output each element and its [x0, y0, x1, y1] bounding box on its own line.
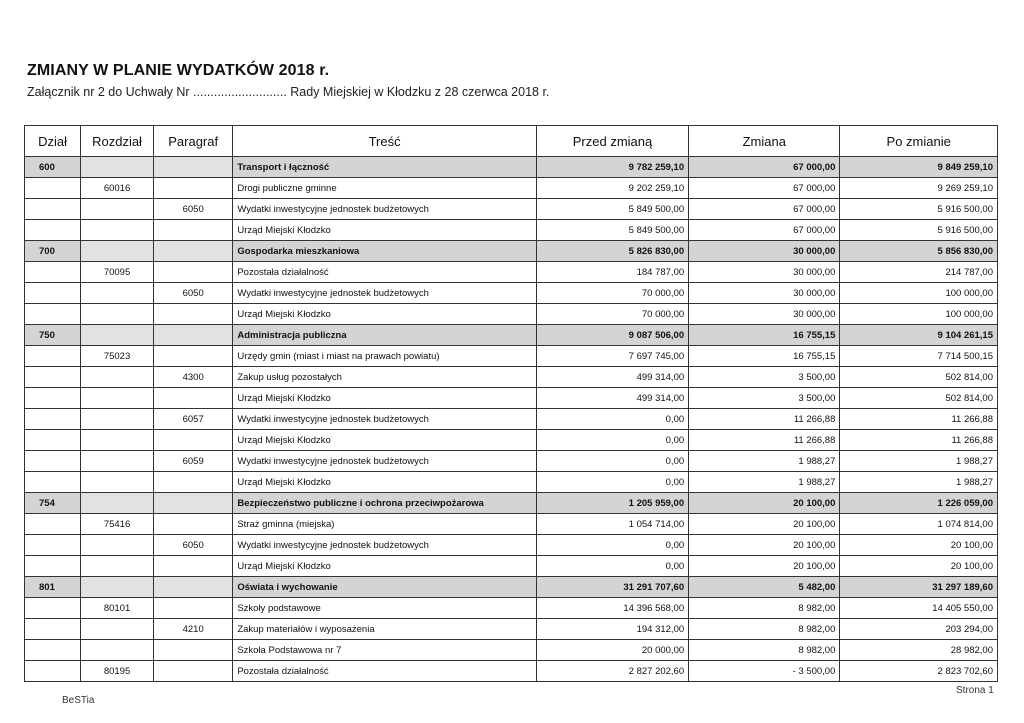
cell-zmiana: 3 500,00	[689, 367, 840, 388]
cell-przed-zmiana: 1 054 714,00	[536, 514, 688, 535]
cell-po-zmianie: 2 823 702,60	[840, 661, 998, 682]
cell-rozdzial	[81, 577, 154, 598]
cell-dzial	[25, 640, 81, 661]
cell-po-zmianie: 1 226 059,00	[840, 493, 998, 514]
cell-rozdzial	[81, 409, 154, 430]
cell-paragraf	[154, 556, 233, 577]
cell-paragraf	[154, 346, 233, 367]
cell-dzial: 700	[25, 241, 81, 262]
cell-tresc: Oświata i wychowanie	[233, 577, 537, 598]
table-row	[25, 661, 998, 682]
cell-przed-zmiana: 0,00	[536, 430, 688, 451]
cell-paragraf: 6050	[154, 199, 233, 220]
cell-dzial	[25, 598, 81, 619]
cell-przed-zmiana: 20 000,00	[536, 640, 688, 661]
cell-przed-zmiana: 0,00	[536, 472, 688, 493]
cell-dzial	[25, 619, 81, 640]
cell-przed-zmiana: 31 291 707,60	[536, 577, 688, 598]
table-row	[25, 178, 998, 199]
cell-przed-zmiana: 14 396 568,00	[536, 598, 688, 619]
cell-tresc: Urząd Miejski Kłodzko	[233, 556, 537, 577]
cell-tresc: Gospodarka mieszkaniowa	[233, 241, 537, 262]
cell-tresc: Administracja publiczna	[233, 325, 537, 346]
cell-przed-zmiana: 70 000,00	[536, 283, 688, 304]
cell-dzial: 801	[25, 577, 81, 598]
cell-rozdzial	[81, 493, 154, 514]
cell-tresc: Urząd Miejski Kłodzko	[233, 430, 537, 451]
cell-rozdzial: 80195	[81, 661, 154, 682]
cell-tresc: Zakup materiałów i wyposażenia	[233, 619, 537, 640]
cell-przed-zmiana: 0,00	[536, 556, 688, 577]
cell-po-zmianie: 1 988,27	[840, 451, 998, 472]
cell-zmiana: 67 000,00	[689, 178, 840, 199]
cell-po-zmianie: 203 294,00	[840, 619, 998, 640]
cell-tresc: Wydatki inwestycyjne jednostek budżetowych	[233, 451, 537, 472]
cell-tresc: Straż gminna (miejska)	[233, 514, 537, 535]
cell-zmiana: 5 482,00	[689, 577, 840, 598]
cell-po-zmianie: 502 814,00	[840, 367, 998, 388]
cell-przed-zmiana: 9 087 506,00	[536, 325, 688, 346]
cell-tresc: Szkoła Podstawowa nr 7	[233, 640, 537, 661]
cell-rozdzial: 70095	[81, 262, 154, 283]
cell-przed-zmiana: 194 312,00	[536, 619, 688, 640]
cell-paragraf	[154, 514, 233, 535]
table-row	[25, 220, 998, 241]
cell-dzial	[25, 220, 81, 241]
cell-tresc: Pozostała działalność	[233, 661, 537, 682]
cell-rozdzial: 60016	[81, 178, 154, 199]
cell-po-zmianie: 502 814,00	[840, 388, 998, 409]
cell-zmiana: 16 755,15	[689, 325, 840, 346]
table-row	[25, 388, 998, 409]
cell-po-zmianie: 9 269 259,10	[840, 178, 998, 199]
cell-zmiana: 67 000,00	[689, 199, 840, 220]
cell-przed-zmiana: 499 314,00	[536, 388, 688, 409]
cell-paragraf	[154, 157, 233, 178]
cell-zmiana: 20 100,00	[689, 514, 840, 535]
cell-rozdzial: 80101	[81, 598, 154, 619]
cell-przed-zmiana: 9 782 259,10	[536, 157, 688, 178]
cell-zmiana: 30 000,00	[689, 304, 840, 325]
footer-page-number: Strona 1	[956, 685, 994, 696]
cell-zmiana: 20 100,00	[689, 535, 840, 556]
cell-rozdzial	[81, 388, 154, 409]
header-dzial: Dział	[25, 126, 81, 157]
cell-rozdzial	[81, 619, 154, 640]
cell-dzial	[25, 346, 81, 367]
cell-po-zmianie: 5 916 500,00	[840, 220, 998, 241]
cell-zmiana: 30 000,00	[689, 241, 840, 262]
cell-zmiana: 8 982,00	[689, 640, 840, 661]
cell-przed-zmiana: 0,00	[536, 409, 688, 430]
cell-tresc: Pozostała działalność	[233, 262, 537, 283]
cell-paragraf	[154, 661, 233, 682]
cell-przed-zmiana: 1 205 959,00	[536, 493, 688, 514]
header-paragraf: Paragraf	[154, 126, 233, 157]
cell-paragraf: 4300	[154, 367, 233, 388]
header-przed-zmiana: Przed zmianą	[536, 126, 688, 157]
table-row	[25, 283, 998, 304]
cell-paragraf	[154, 241, 233, 262]
table-row	[25, 598, 998, 619]
cell-po-zmianie: 31 297 189,60	[840, 577, 998, 598]
cell-dzial	[25, 535, 81, 556]
cell-rozdzial	[81, 241, 154, 262]
cell-przed-zmiana: 499 314,00	[536, 367, 688, 388]
cell-rozdzial	[81, 220, 154, 241]
table-row	[25, 640, 998, 661]
cell-przed-zmiana: 7 697 745,00	[536, 346, 688, 367]
cell-po-zmianie: 5 916 500,00	[840, 199, 998, 220]
cell-paragraf	[154, 430, 233, 451]
cell-zmiana: 11 266,88	[689, 409, 840, 430]
page-title: ZMIANY W PLANIE WYDATKÓW 2018 r.	[27, 62, 330, 79]
cell-po-zmianie: 11 266,88	[840, 430, 998, 451]
cell-paragraf	[154, 220, 233, 241]
cell-przed-zmiana: 2 827 202,60	[536, 661, 688, 682]
cell-przed-zmiana: 9 202 259,10	[536, 178, 688, 199]
table-row	[25, 514, 998, 535]
cell-paragraf: 6050	[154, 535, 233, 556]
table-row	[25, 346, 998, 367]
cell-dzial	[25, 472, 81, 493]
header-row	[25, 126, 998, 157]
cell-po-zmianie: 1 074 814,00	[840, 514, 998, 535]
table-row	[25, 367, 998, 388]
table-row	[25, 535, 998, 556]
table-row	[25, 451, 998, 472]
cell-tresc: Urząd Miejski Kłodzko	[233, 472, 537, 493]
cell-po-zmianie: 9 104 261,15	[840, 325, 998, 346]
cell-przed-zmiana: 70 000,00	[536, 304, 688, 325]
cell-zmiana: 20 100,00	[689, 493, 840, 514]
cell-dzial: 754	[25, 493, 81, 514]
cell-dzial	[25, 514, 81, 535]
cell-tresc: Wydatki inwestycyjne jednostek budżetowych	[233, 535, 537, 556]
cell-paragraf	[154, 577, 233, 598]
cell-rozdzial	[81, 367, 154, 388]
cell-rozdzial	[81, 640, 154, 661]
cell-po-zmianie: 14 405 550,00	[840, 598, 998, 619]
cell-tresc: Drogi publiczne gminne	[233, 178, 537, 199]
cell-dzial	[25, 262, 81, 283]
header-po-zmianie: Po zmianie	[840, 126, 998, 157]
cell-po-zmianie: 100 000,00	[840, 304, 998, 325]
section-row	[25, 157, 998, 178]
table-row	[25, 430, 998, 451]
cell-zmiana: 30 000,00	[689, 262, 840, 283]
cell-dzial	[25, 178, 81, 199]
cell-przed-zmiana: 0,00	[536, 535, 688, 556]
cell-rozdzial	[81, 472, 154, 493]
cell-rozdzial	[81, 304, 154, 325]
cell-dzial	[25, 199, 81, 220]
cell-dzial	[25, 661, 81, 682]
cell-dzial	[25, 430, 81, 451]
cell-rozdzial	[81, 283, 154, 304]
cell-przed-zmiana: 184 787,00	[536, 262, 688, 283]
cell-zmiana: 11 266,88	[689, 430, 840, 451]
cell-po-zmianie: 9 849 259,10	[840, 157, 998, 178]
cell-paragraf	[154, 493, 233, 514]
cell-po-zmianie: 1 988,27	[840, 472, 998, 493]
table-row	[25, 199, 998, 220]
cell-przed-zmiana: 5 849 500,00	[536, 220, 688, 241]
section-row	[25, 325, 998, 346]
cell-rozdzial	[81, 430, 154, 451]
section-row	[25, 241, 998, 262]
table-row	[25, 304, 998, 325]
cell-po-zmianie: 20 100,00	[840, 535, 998, 556]
cell-tresc: Transport i łączność	[233, 157, 537, 178]
section-row	[25, 493, 998, 514]
cell-zmiana: 1 988,27	[689, 451, 840, 472]
cell-tresc: Urzędy gmin (miast i miast na prawach powiatu)	[233, 346, 537, 367]
cell-dzial: 750	[25, 325, 81, 346]
cell-po-zmianie: 214 787,00	[840, 262, 998, 283]
cell-tresc: Urząd Miejski Kłodzko	[233, 304, 537, 325]
cell-paragraf	[154, 325, 233, 346]
header-zmiana: Zmiana	[689, 126, 840, 157]
cell-zmiana: 1 988,27	[689, 472, 840, 493]
cell-rozdzial	[81, 325, 154, 346]
cell-dzial	[25, 388, 81, 409]
cell-tresc: Bezpieczeństwo publiczne i ochrona przeciwpożarowa	[233, 493, 537, 514]
cell-zmiana: 16 755,15	[689, 346, 840, 367]
cell-paragraf	[154, 598, 233, 619]
cell-tresc: Szkoły podstawowe	[233, 598, 537, 619]
cell-dzial	[25, 556, 81, 577]
table-row	[25, 619, 998, 640]
cell-po-zmianie: 20 100,00	[840, 556, 998, 577]
table-row	[25, 556, 998, 577]
cell-paragraf	[154, 178, 233, 199]
cell-dzial	[25, 283, 81, 304]
cell-tresc: Urząd Miejski Kłodzko	[233, 220, 537, 241]
cell-po-zmianie: 7 714 500,15	[840, 346, 998, 367]
cell-paragraf: 6059	[154, 451, 233, 472]
cell-zmiana: 30 000,00	[689, 283, 840, 304]
header-tresc: Treść	[233, 126, 537, 157]
cell-przed-zmiana: 5 849 500,00	[536, 199, 688, 220]
cell-paragraf	[154, 472, 233, 493]
cell-rozdzial	[81, 451, 154, 472]
cell-po-zmianie: 5 856 830,00	[840, 241, 998, 262]
cell-tresc: Wydatki inwestycyjne jednostek budżetowych	[233, 283, 537, 304]
cell-tresc: Wydatki inwestycyjne jednostek budżetowych	[233, 409, 537, 430]
table-row	[25, 409, 998, 430]
cell-zmiana: 67 000,00	[689, 220, 840, 241]
cell-tresc: Zakup usług pozostałych	[233, 367, 537, 388]
cell-przed-zmiana: 5 826 830,00	[536, 241, 688, 262]
cell-zmiana: 3 500,00	[689, 388, 840, 409]
cell-paragraf	[154, 262, 233, 283]
cell-rozdzial	[81, 199, 154, 220]
cell-paragraf	[154, 304, 233, 325]
cell-po-zmianie: 11 266,88	[840, 409, 998, 430]
section-row	[25, 577, 998, 598]
cell-dzial: 600	[25, 157, 81, 178]
page-subtitle: Załącznik nr 2 do Uchwały Nr ........................... Rady Miejskiej w Kłodzku z 28 czerwca 2018 r.	[27, 85, 550, 99]
cell-rozdzial	[81, 556, 154, 577]
cell-przed-zmiana: 0,00	[536, 451, 688, 472]
cell-dzial	[25, 367, 81, 388]
cell-paragraf: 6057	[154, 409, 233, 430]
expenditure-changes-table	[24, 125, 998, 682]
table-header	[25, 126, 998, 157]
cell-dzial	[25, 451, 81, 472]
cell-dzial	[25, 304, 81, 325]
table-body	[25, 157, 998, 682]
cell-paragraf	[154, 388, 233, 409]
cell-paragraf: 4210	[154, 619, 233, 640]
cell-zmiana: 8 982,00	[689, 619, 840, 640]
cell-po-zmianie: 100 000,00	[840, 283, 998, 304]
cell-zmiana: 8 982,00	[689, 598, 840, 619]
header-rozdzial: Rozdział	[81, 126, 154, 157]
cell-rozdzial	[81, 535, 154, 556]
cell-rozdzial: 75416	[81, 514, 154, 535]
cell-rozdzial: 75023	[81, 346, 154, 367]
cell-zmiana: - 3 500,00	[689, 661, 840, 682]
table-row	[25, 262, 998, 283]
footer-software-label: BeSTia	[62, 695, 95, 706]
cell-tresc: Urząd Miejski Kłodzko	[233, 388, 537, 409]
cell-tresc: Wydatki inwestycyjne jednostek budżetowych	[233, 199, 537, 220]
cell-paragraf	[154, 640, 233, 661]
cell-zmiana: 67 000,00	[689, 157, 840, 178]
cell-zmiana: 20 100,00	[689, 556, 840, 577]
table-row	[25, 472, 998, 493]
cell-po-zmianie: 28 982,00	[840, 640, 998, 661]
cell-rozdzial	[81, 157, 154, 178]
cell-paragraf: 6050	[154, 283, 233, 304]
cell-dzial	[25, 409, 81, 430]
